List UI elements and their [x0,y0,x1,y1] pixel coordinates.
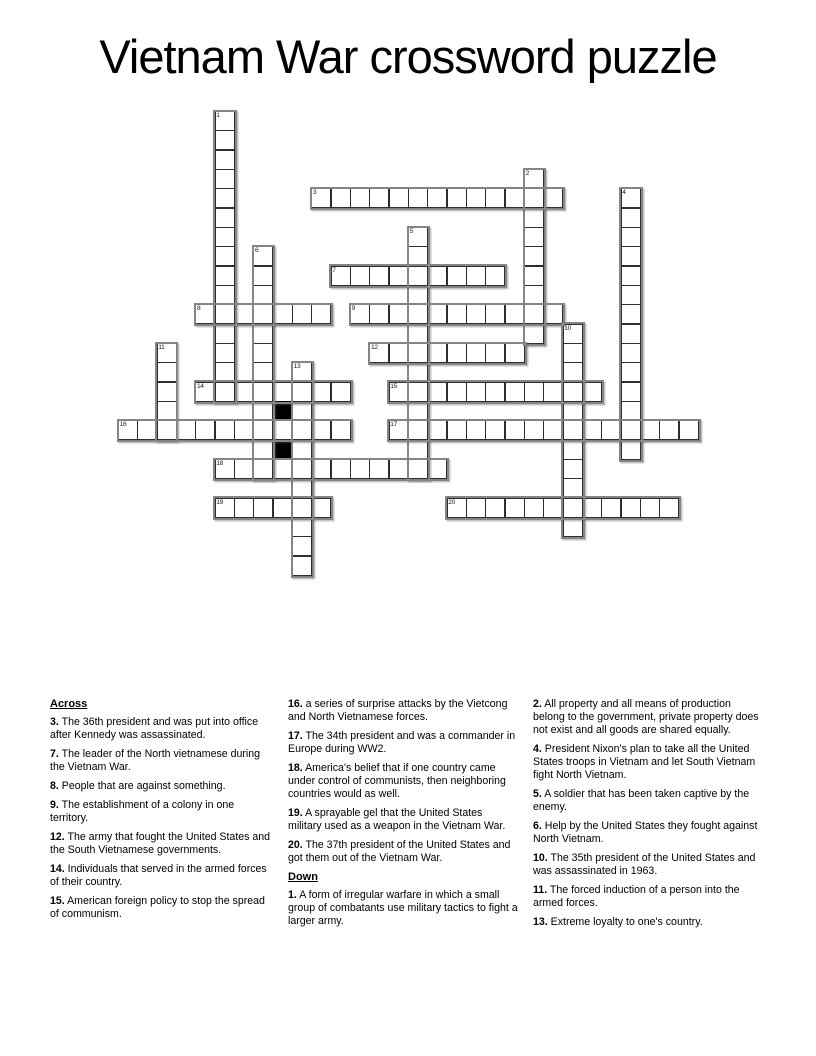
clue-17 [288,730,518,756]
clue-3 [50,716,274,742]
grid-cell[interactable] [466,382,486,402]
grid-cell[interactable] [582,382,602,402]
grid-cell[interactable] [524,324,544,344]
clue-text: A form of irregular warfare in which a small group of combatants use military tactics to fight a larger army. [288,889,518,927]
grid-cell[interactable] [621,246,641,266]
grid-cell[interactable] [369,459,389,479]
grid-cell[interactable] [331,266,351,286]
grid-cell[interactable] [350,304,370,324]
clue-number: 13. [533,916,548,928]
down-header: Down [288,871,318,883]
clue-8 [50,780,274,793]
grid-cell[interactable] [369,188,389,208]
grid-cell[interactable] [485,382,505,402]
grid-cell[interactable] [543,420,563,440]
grid-cell[interactable] [524,208,544,228]
grid-cell[interactable] [215,343,235,363]
grid-cell[interactable] [563,440,583,460]
clue-9 [50,799,274,825]
cell-number: 17 [390,421,398,429]
grid-cell[interactable] [253,459,273,479]
grid-cell[interactable] [234,382,254,402]
cell-number: 16 [119,421,127,429]
grid-cell[interactable] [389,382,409,402]
grid-cell[interactable] [408,188,428,208]
clue-11 [533,884,763,910]
clue-18 [288,762,518,801]
grid-cell[interactable] [292,498,312,518]
clue-5 [533,788,763,814]
clue-2 [533,698,763,737]
grid-cell[interactable] [408,362,428,382]
grid-cell[interactable] [253,498,273,518]
grid-cell[interactable] [331,420,351,440]
grid-cell[interactable] [389,420,409,440]
across-clues-list-1 [50,716,274,921]
grid-cell[interactable] [408,343,428,363]
grid-cell[interactable] [505,382,525,402]
cell-number: 10 [564,324,572,332]
clue-text: A soldier that has been taken captive by the enemy. [533,788,750,813]
grid-cell[interactable] [215,188,235,208]
grid-cell[interactable] [524,169,544,189]
grid-cell[interactable] [505,343,525,363]
grid-cell[interactable] [215,111,235,131]
grid-cell[interactable] [292,440,312,460]
grid-cell[interactable] [563,324,583,344]
grid-cell[interactable] [505,188,525,208]
grid-cell[interactable] [292,556,312,576]
grid-cell[interactable] [563,343,583,363]
grid-cell[interactable] [311,304,331,324]
grid-cell[interactable] [485,498,505,518]
clue-text: The leader of the North vietnamese during the Vietnam War. [50,748,261,773]
across-header: Across [50,698,88,710]
grid-cell[interactable] [253,285,273,305]
grid-cell[interactable] [350,459,370,479]
grid-cell[interactable] [447,498,467,518]
cell-number: 6 [254,247,259,255]
grid-cell[interactable] [369,266,389,286]
grid-cell[interactable] [427,266,447,286]
clue-text: Extreme loyalty to one's country. [547,916,703,928]
grid-cell[interactable] [253,362,273,382]
grid-cell[interactable] [118,420,138,440]
grid-cell[interactable] [157,343,177,363]
grid-cell[interactable] [176,420,196,440]
grid-cell[interactable] [273,498,293,518]
grid-cell[interactable] [543,188,563,208]
grid-cell[interactable] [659,498,679,518]
cell-number: 20 [448,498,456,506]
clue-text: President Nixon's plan to take all the United States troops in Vietnam and let South Vietnam fight North Vietnam. [533,743,756,781]
grid-cell[interactable] [563,498,583,518]
grid-cell[interactable] [427,420,447,440]
grid-cell[interactable] [215,420,235,440]
grid-cell[interactable] [466,420,486,440]
grid-cell[interactable] [505,498,525,518]
clue-1 [288,889,518,928]
grid-cell[interactable] [447,343,467,363]
clue-text: Individuals that served in the armed forces of their country. [50,863,267,888]
clue-15 [50,895,274,921]
grid-cell[interactable] [215,324,235,344]
grid-cell[interactable] [563,382,583,402]
grid-cell[interactable] [466,266,486,286]
clue-number: 18. [288,762,303,774]
grid-cell[interactable] [408,382,428,402]
clue-number: 6. [533,820,542,832]
clue-14 [50,863,274,889]
clue-text: The 37th president of the United States and got them out of the Vietnam War. [288,839,511,864]
grid-cell[interactable] [253,382,273,402]
grid-cell[interactable] [215,285,235,305]
grid-cell[interactable] [408,440,428,460]
down-clues-list-1 [288,889,518,928]
grid-cell[interactable] [215,130,235,150]
grid-cell[interactable] [389,188,409,208]
grid-cell[interactable] [311,420,331,440]
clue-text: The army that fought the United States and the South Vietnamese governments. [50,831,271,856]
clue-number: 14. [50,863,65,875]
grid-cell[interactable] [524,188,544,208]
cell-number: 11 [158,344,165,352]
grid-cell[interactable] [640,498,660,518]
grid-cell[interactable] [427,343,447,363]
clue-7 [50,748,274,774]
grid-cell[interactable] [621,382,641,402]
grid-cell[interactable] [292,459,312,479]
clue-text: A sprayable gel that the United States military used as a weapon in the Vietnam War. [288,807,506,832]
grid-cell[interactable] [408,285,428,305]
grid-cell[interactable] [331,382,351,402]
clue-text: People that are against something. [58,780,226,792]
grid-cell[interactable] [563,420,583,440]
grid-cell[interactable] [563,362,583,382]
grid-cell[interactable] [215,150,235,170]
grid-cell[interactable] [234,498,254,518]
grid-cell[interactable] [485,304,505,324]
grid-cell[interactable] [621,343,641,363]
grid-cell[interactable] [408,420,428,440]
grid-cell[interactable] [466,188,486,208]
grid-cell[interactable] [408,246,428,266]
clue-number: 2. [533,698,542,710]
cell-number: 8 [196,305,201,313]
grid-cell[interactable] [292,401,312,421]
clue-text: The establishment of a colony in one territory. [50,799,235,824]
clue-text: The 35th president of the United States and was assassinated in 1963. [533,852,756,877]
grid-cell[interactable] [253,440,273,460]
grid-cell[interactable] [311,459,331,479]
clue-text: All property and all means of production belong to the government, private property does not exist and all goods are shared equally. [533,698,759,736]
grid-cell[interactable] [485,420,505,440]
clue-text: a series of surprise attacks by the Vietcong and North Vietnamese forces. [288,698,508,723]
grid-cell[interactable] [427,382,447,402]
clue-10 [533,852,763,878]
grid-cell[interactable] [369,343,389,363]
grid-cell[interactable] [195,382,215,402]
clue-number: 16. [288,698,303,710]
grid-cell[interactable] [292,382,312,402]
grid-cell[interactable] [543,382,563,402]
grid-cell[interactable] [485,266,505,286]
grid-cell[interactable] [408,324,428,344]
clue-text: The 36th president and was put into office after Kennedy was assassinated. [50,716,259,741]
grid-cell[interactable] [524,285,544,305]
grid-cell[interactable] [215,459,235,479]
grid-cell[interactable] [408,266,428,286]
cell-number: 2 [525,170,529,177]
clue-number: 5. [533,788,542,800]
grid-cell[interactable] [157,382,177,402]
grid-cell[interactable] [253,401,273,421]
clue-6 [533,820,763,846]
grid-cell[interactable] [350,266,370,286]
grid-cell[interactable] [563,478,583,498]
grid-cell[interactable] [389,343,409,363]
grid-cell[interactable] [195,420,215,440]
cell-number: 15 [390,382,398,390]
crossword-grid [118,111,700,577]
grid-cell[interactable] [621,227,641,247]
grid-cell[interactable] [621,266,641,286]
cell-number: 3 [312,189,317,197]
grid-cell[interactable] [215,382,235,402]
grid-cell[interactable] [408,459,428,479]
clue-number: 8. [50,780,59,792]
grid-cell[interactable] [601,420,621,440]
grid-cell[interactable] [157,420,177,440]
grid-cell[interactable] [253,246,273,266]
grid-cell[interactable] [543,304,563,324]
blocked-cell [273,440,293,460]
grid-cell[interactable] [157,401,177,421]
clue-number: 11. [533,884,548,896]
grid-cell[interactable] [640,420,660,440]
grid-cell[interactable] [563,401,583,421]
cell-number: 5 [409,228,413,235]
grid-cell[interactable] [427,459,447,479]
grid-cell[interactable] [292,420,312,440]
grid-cell[interactable] [292,362,312,382]
grid-cell[interactable] [215,227,235,247]
clue-20 [288,839,518,865]
grid-cell[interactable] [582,498,602,518]
grid-cell[interactable] [563,517,583,537]
clue-number: 7. [50,748,59,760]
grid-cell[interactable] [524,227,544,247]
grid-cell[interactable] [389,266,409,286]
clue-text: American foreign policy to stop the spread of communism. [50,895,265,920]
grid-cell[interactable] [350,188,370,208]
grid-cell[interactable] [234,304,254,324]
grid-cell[interactable] [292,536,312,556]
cell-number: 7 [332,266,336,274]
clue-text: Help by the United States they fought against North Vietnam. [533,820,758,845]
grid-cell[interactable] [621,401,641,421]
grid-cell[interactable] [427,304,447,324]
grid-cell[interactable] [234,420,254,440]
grid-cell[interactable] [292,304,312,324]
grid-cell[interactable] [543,498,563,518]
grid-cell[interactable] [408,401,428,421]
grid-cell[interactable] [253,266,273,286]
grid-cell[interactable] [253,420,273,440]
grid-cell[interactable] [273,459,293,479]
grid-cell[interactable] [466,343,486,363]
grid-cell[interactable] [447,420,467,440]
grid-cell[interactable] [621,285,641,305]
puzzle-title: Vietnam War crossword puzzle [99,30,717,83]
clue-number: 3. [50,716,59,728]
cell-number: 4 [622,189,626,197]
grid-cell[interactable] [447,304,467,324]
grid-cell[interactable] [621,498,641,518]
grid-cell[interactable] [524,246,544,266]
grid-cell[interactable] [582,420,602,440]
grid-cell[interactable] [621,304,641,324]
grid-cell[interactable] [253,304,273,324]
grid-cell[interactable] [601,498,621,518]
grid-cell[interactable] [369,304,389,324]
grid-cell[interactable] [157,362,177,382]
grid-cell[interactable] [215,266,235,286]
grid-cell[interactable] [215,304,235,324]
clue-13 [533,916,763,929]
grid-cell[interactable] [505,420,525,440]
grid-cell[interactable] [524,498,544,518]
grid-cell[interactable] [195,304,215,324]
grid-cell[interactable] [408,227,428,247]
grid-cell[interactable] [621,362,641,382]
clue-4 [533,743,763,782]
grid-cell[interactable] [621,420,641,440]
grid-cell[interactable] [292,478,312,498]
grid-cell[interactable] [292,517,312,537]
clue-19 [288,807,518,833]
cell-number: 9 [351,305,355,313]
grid-cell[interactable] [273,420,293,440]
grid-cell[interactable] [389,459,409,479]
grid-cell[interactable] [621,324,641,344]
clue-number: 19. [288,807,303,819]
grid-cell[interactable] [137,420,157,440]
grid-cell[interactable] [234,459,254,479]
grid-cell[interactable] [447,266,467,286]
clue-number: 4. [533,743,542,755]
grid-cell[interactable] [621,440,641,460]
grid-cell[interactable] [447,382,467,402]
clues-column-2 [288,698,518,934]
cell-number: 19 [216,498,223,506]
grid-cell[interactable] [466,498,486,518]
grid-cell[interactable] [524,382,544,402]
cell-number: 13 [293,363,301,371]
grid-cell[interactable] [621,188,641,208]
grid-cell[interactable] [215,169,235,189]
clue-number: 10. [533,852,548,864]
grid-cell[interactable] [273,304,293,324]
grid-cell[interactable] [215,362,235,382]
grid-cell[interactable] [524,266,544,286]
grid-cell[interactable] [253,343,273,363]
grid-cell[interactable] [311,188,331,208]
cell-number: 1 [216,112,220,119]
down-clues-list-2 [533,698,763,929]
grid-cell[interactable] [659,420,679,440]
grid-cell[interactable] [524,304,544,324]
grid-cell[interactable] [311,498,331,518]
grid-cell[interactable] [215,246,235,266]
grid-cell[interactable] [215,498,235,518]
grid-cell[interactable] [253,324,273,344]
grid-cell[interactable] [427,188,447,208]
clue-text: The 34th president and was a commander in Europe during WW2. [288,730,516,755]
grid-cell[interactable] [485,343,505,363]
clue-number: 20. [288,839,303,851]
grid-cell[interactable] [331,188,351,208]
grid-cell[interactable] [215,208,235,228]
grid-cell[interactable] [331,459,351,479]
clue-number: 15. [50,895,65,907]
clue-number: 9. [50,799,59,811]
clue-16 [288,698,518,724]
blocked-cell [273,401,293,421]
clue-12 [50,831,274,857]
grid-cell[interactable] [311,382,331,402]
grid-cell[interactable] [679,420,699,440]
grid-cell[interactable] [389,304,409,324]
clue-number: 12. [50,831,65,843]
grid-cell[interactable] [466,304,486,324]
cell-number: 14 [196,382,204,390]
clue-text: America's belief that if one country came under control of communists, then neighboring countries would as well. [288,762,506,800]
clues-column-1 [50,698,274,927]
grid-cell[interactable] [505,304,525,324]
grid-cell[interactable] [447,188,467,208]
grid-cell[interactable] [563,459,583,479]
clue-text: The forced induction of a person into the armed forces. [533,884,740,909]
grid-cell[interactable] [621,208,641,228]
grid-cell[interactable] [408,304,428,324]
cell-number: 18 [216,460,223,468]
grid-cell[interactable] [524,420,544,440]
grid-cell[interactable] [273,382,293,402]
cell-number: 12 [370,344,378,352]
clue-number: 17. [288,730,303,742]
clues-column-3 [533,698,763,935]
across-clues-list-2 [288,698,518,865]
grid-cell[interactable] [485,188,505,208]
clue-number: 1. [288,889,297,901]
